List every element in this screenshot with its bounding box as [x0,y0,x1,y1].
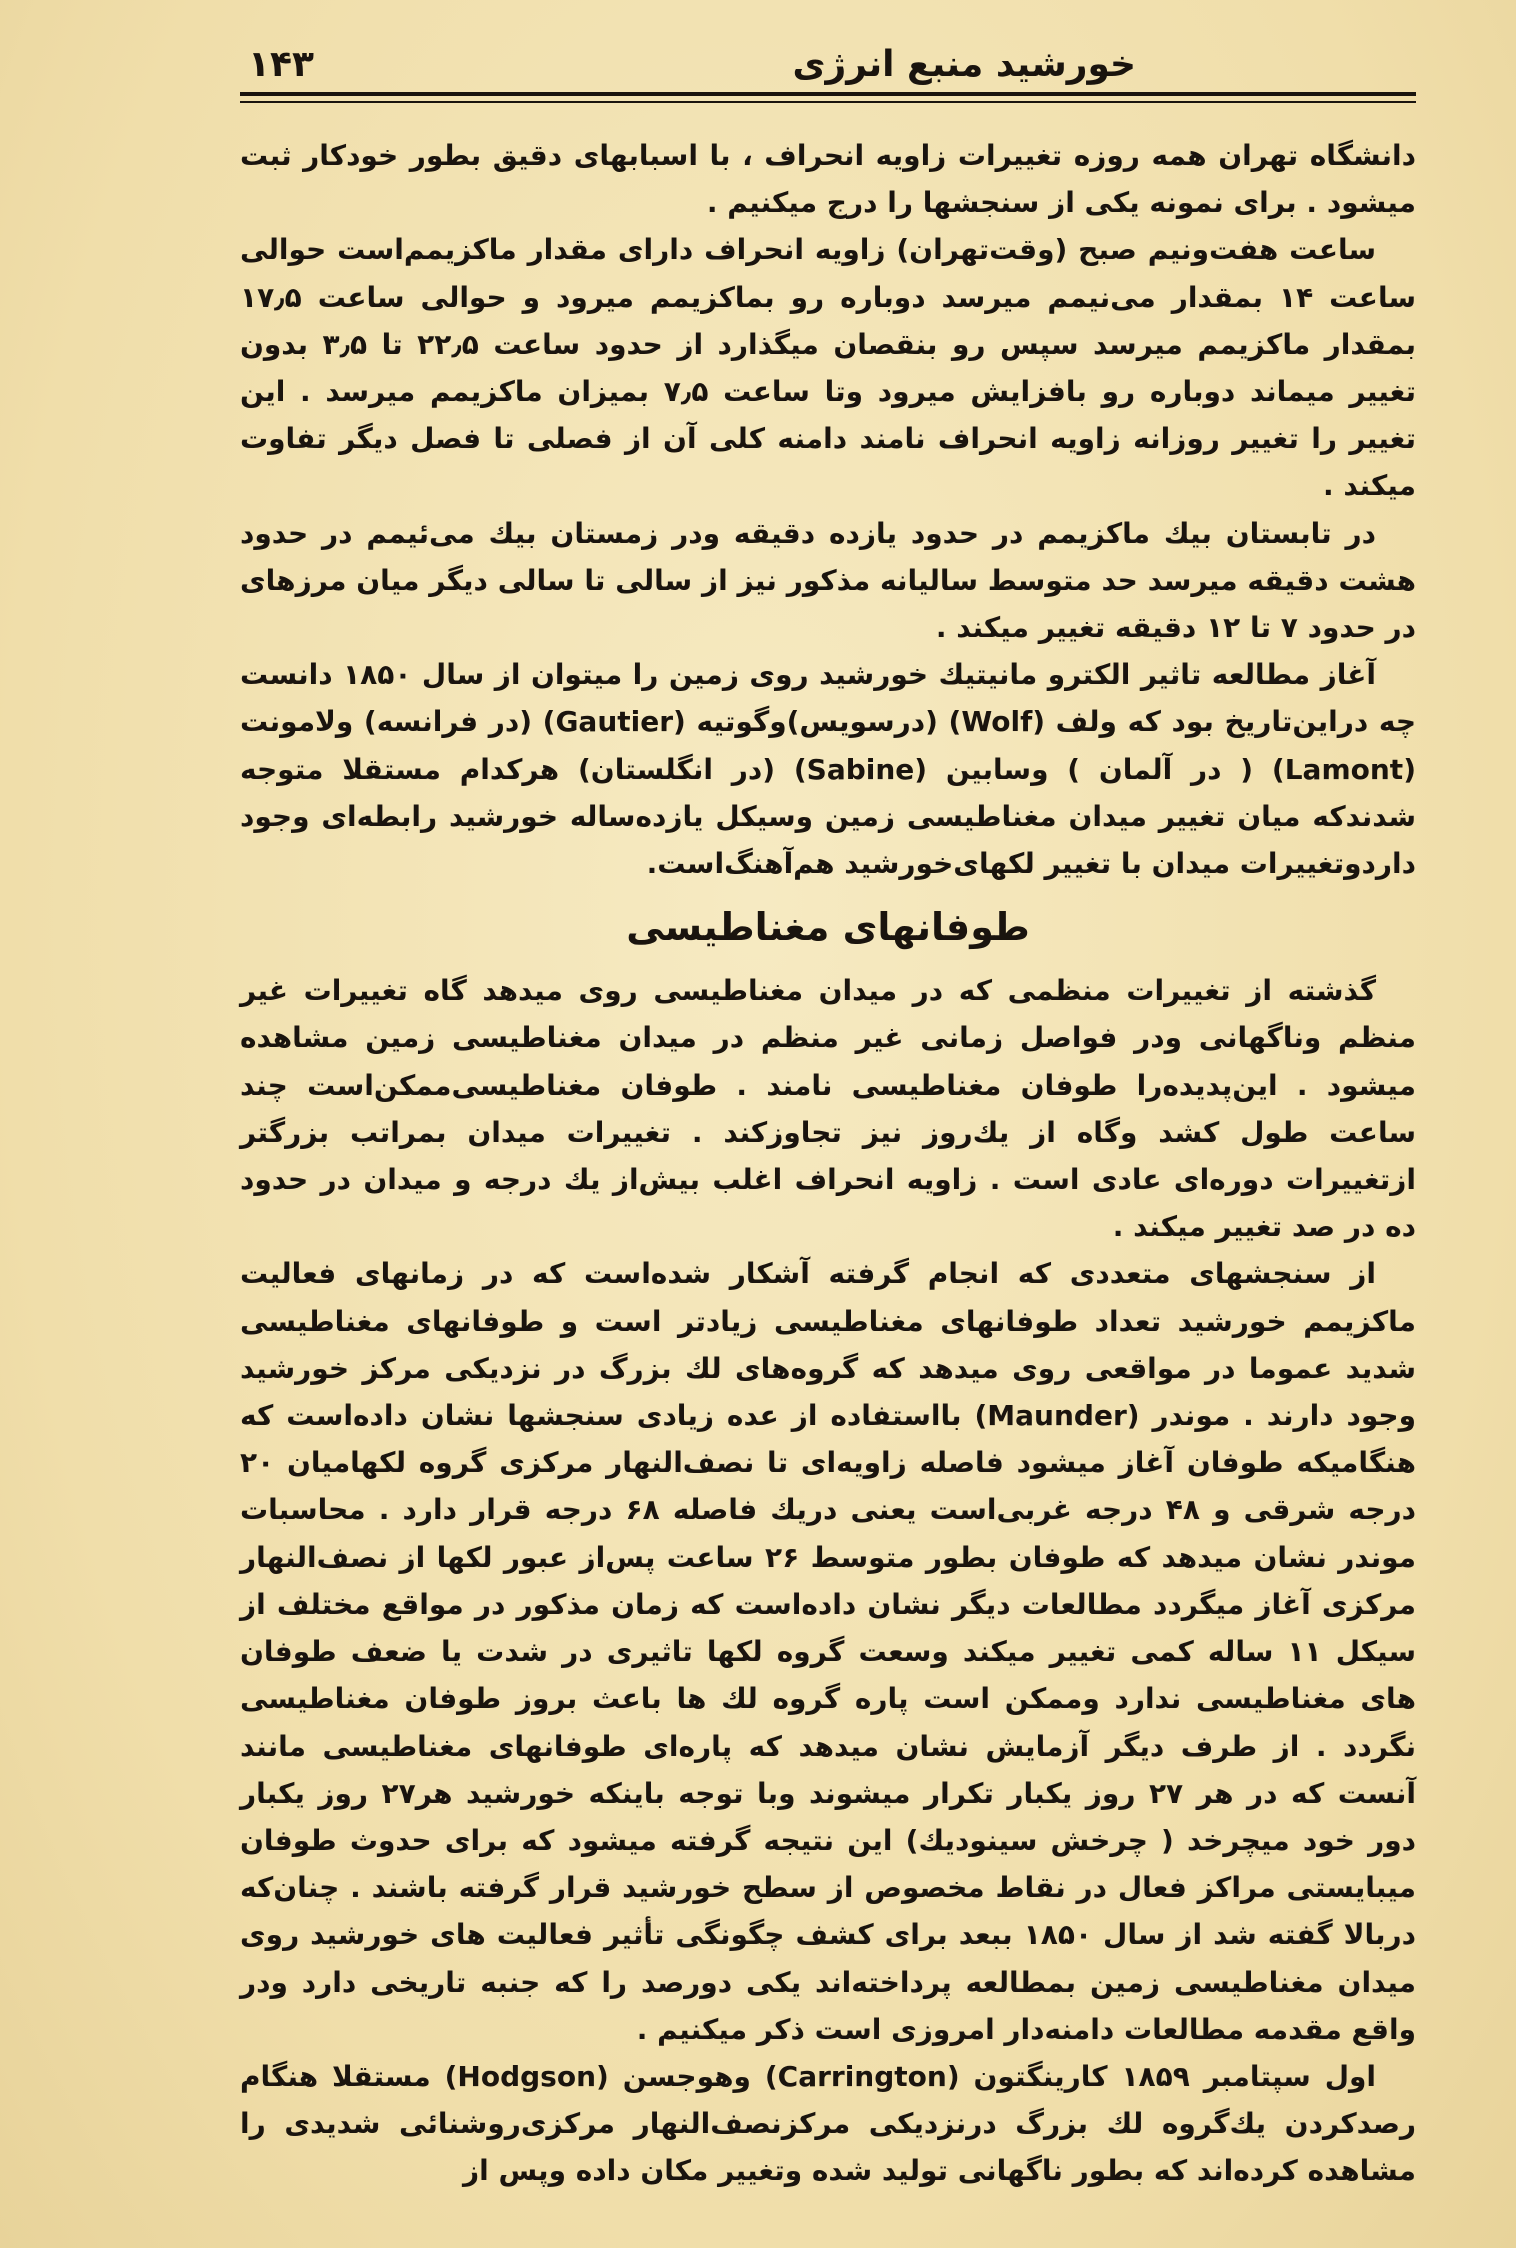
paragraph: در تابستان بیك ماکزیمم در حدود یازده دقیقه ودر زمستان بیك می‌ئیمم در حدود هشت دقیقه میرسد حد متوسط سالیانه مذکور نیز از سالی تا سالی دیگر میان مرزهای در حدود ۷ تا ۱۲ دقیقه تغییر میکند . [240,516,1416,645]
paragraph: اول سپتامبر ۱۸۵۹ کارینگتون (Carrington) وهوجسن (Hodgson) مستقلا هنگام رصدکردن یك‌گروه لك بزرگ درنزدیکی مرکزنصف‌النهار مرکزی‌روشنائی شدیدی را مشاهده کرده‌اند که بطور ناگهانی تولید شده وتغییر مکان داده وپس از [240,2059,1416,2188]
header-rule-thick [240,92,1416,96]
page-number: ۱۴۳ [248,44,314,85]
running-title: خورشید منبع انرژی [792,44,1136,85]
paragraph: ساعت هفت‌ونیم صبح (وقت‌تهران) زاویه انحراف دارای مقدار ماکزیمم‌است حوالی ساعت ۱۴ بمقدار می‌نیمم میرسد دوباره رو بماکزیمم میرود و حوالی ساعت ۱۷٫۵ بمقدار ماکزیمم میرسد سپس رو بنقصان میگذارد از حدود ساعت ۲۲٫۵ تا ۳٫۵ بدون تغییر میماند دوباره رو بافزایش میرود وتا ساعت ۷٫۵ بمیزان ماکزیمم میرسد . این تغییر را تغییر روزانه زاویه انحراف نامند دامنه کلی آن از فصلی تا فصل دیگر تفاوت میکند . [240,233,1416,503]
paragraph: دانشگاه تهران همه روزه تغییرات زاویه انحراف ، با اسبابهای دقیق بطور خودکار ثبت میشود . برای نمونه یکی از سنجشها را درج میکنیم . [240,139,1416,220]
running-header [240,40,1416,90]
paragraph: گذشته از تغییرات منظمی که در میدان مغناطیسی روی میدهد گاه تغییرات غیر منظم وناگهانی ودر فواصل زمانی غیر منظم در میدان مغناطیسی زمین مشاهده میشود . این‌پدیده‌را طوفان مغناطیسی نامند . طوفان مغناطیسی‌ممکن‌است چند ساعت طول کشد وگاه از یك‌روز نیز تجاوزکند . تغییرات میدان بمراتب بزرگتر ازتغییرات دوره‌ای عادی است . زاویه انحراف اغلب بیش‌از یك درجه و میدان در حدود ده در صد تغییر میکند . [240,974,1416,1244]
section-heading: طوفانهای مغناطیسی [626,905,1030,950]
paragraph: از سنجشهای متعددی که انجام گرفته آشکار شده‌است که در زمانهای فعالیت ماکزیمم خورشید تعداد طوفانهای مغناطیسی زیادتر است و طوفانهای مغناطیسی شدید عموما در مواقعی روی میدهد که گروه‌های لك بزرگ در نزدیکی مرکز خورشید وجود دارند . موندر (Maunder) بااستفاده از عده زیادی سنجشها نشان داده‌است که هنگامیکه طوفان آغاز میشود فاصله زاویه‌ای تا نصف‌النهار مرکزی گروه لکهامیان ۲۰ درجه شرقی و ۴۸ درجه غربی‌است یعنی دریك فاصله ۶۸ درجه قرار دارد . محاسبات موندر نشان میدهد که طوفان بطور متوسط ۲۶ ساعت پس‌از عبور لکها از نصف‌النهار مرکزی آغاز میگردد مطالعات دیگر نشان داده‌است که زمان مذکور در مواقع مختلف از سیکل ۱۱ ساله کمی تغییر میکند وسعت گروه لکها تاثیری در شدت یا ضعف طوفان های مغناطیسی ندارد وممکن است پاره گروه لك ها باعث بروز طوفان مغناطیسی نگردد . از طرف دیگر آزمایش نشان میدهد که پاره‌ای طوفانهای مغناطیسی مانند آنست که در هر ۲۷ روز یکبار تکرار میشوند وبا توجه باینکه خورشید هر۲۷ روز یکبار دور خود میچرخد ( چرخش سینودیك) این نتیجه گرفته میشود که برای حدوث طوفان میبایستی مراکز فعال در نقاط مخصوص از سطح خورشید قرار گرفته باشند . چنان‌که دربالا گفته شد از سال ۱۸۵۰ ببعد برای کشف چگونگی تأثیر فعالیت های خورشید روی میدان مغناطیسی زمین بمطالعه پرداخته‌اند یکی دورصد را که جنبه تاریخی دارد ودر واقع مقدمه مطالعات دامنه‌دار امروزی است ذکر میکنیم . [240,1257,1417,2046]
paragraph: آغاز مطالعه تاثیر الکترو مانیتیك خورشید روی زمین را میتوان از سال ۱۸۵۰ دانست چه دراین‌تاریخ بود که ولف (Wolf) (درسویس)وگوتیه (Gautier) (در فرانسه) ولامونت (Lamont) ( در آلمان ) وسابین (Sabine) (در انگلستان) هرکدام مستقلا متوجه شدندکه میان تغییر میدان مغناطیسی زمین وسیکل یازده‌ساله خورشید رابطه‌ای وجود داردوتغییرات میدان با تغییر لکهای‌خورشید هم‌آهنگ‌است. [240,658,1416,881]
header-rule-thin [240,101,1416,103]
body-text [240,132,1416,2195]
